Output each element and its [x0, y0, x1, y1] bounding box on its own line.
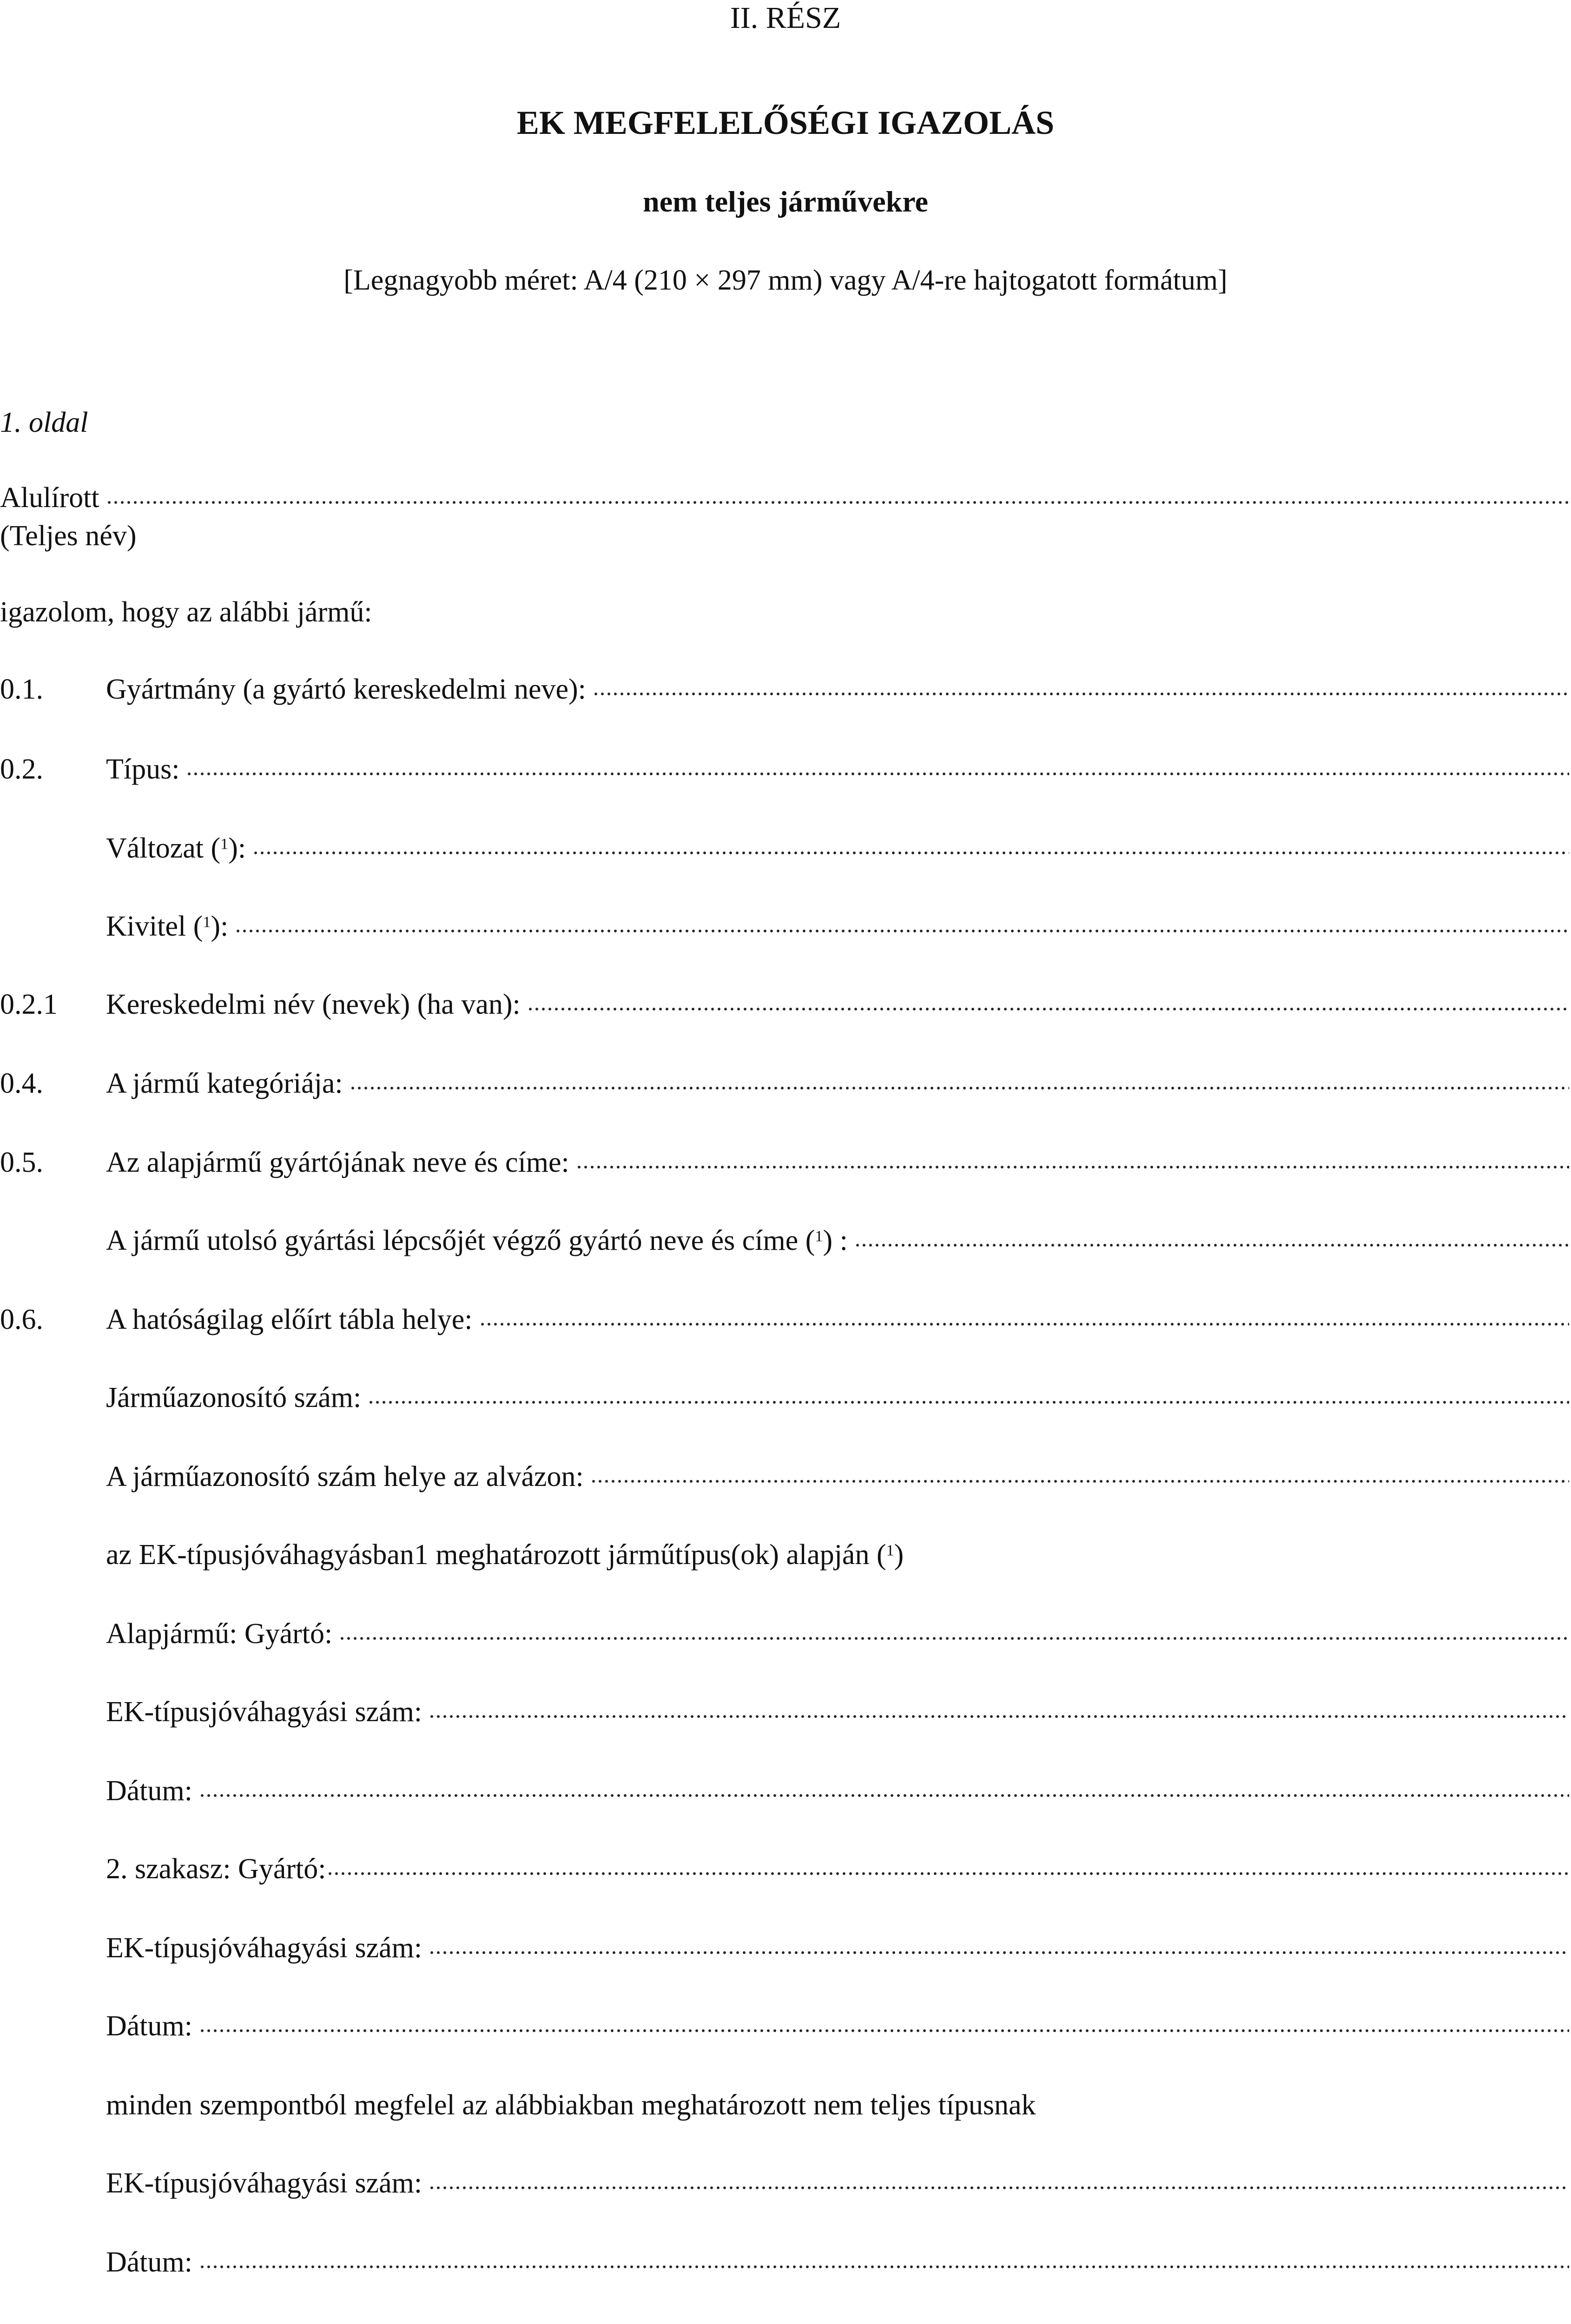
field-number-0-2: 0.2. — [0, 753, 43, 785]
field-number-0-1: 0.1. — [0, 673, 43, 705]
stage-2-manufacturer-fill-line[interactable] — [327, 1869, 1569, 1878]
approval-number-row-2 — [106, 1934, 1569, 1971]
variant-fill-line[interactable] — [252, 848, 1569, 858]
last-stage-manufacturer-fill-line[interactable] — [854, 1241, 1569, 1250]
trade-name-fill-line[interactable] — [527, 1004, 1569, 1014]
footnote-ref: 1 — [886, 1542, 894, 1559]
base-vehicle-manufacturer-fill-line[interactable] — [339, 1634, 1569, 1643]
vin-row — [106, 1383, 1569, 1420]
field-0-2-1-row — [106, 990, 1569, 1027]
date-fill-line[interactable] — [199, 2026, 1569, 2035]
date-label: Dátum: — [106, 2246, 192, 2278]
base-manufacturer-label: Az alapjármű gyártójának neve és címe: — [106, 1147, 569, 1178]
field-0-5-row — [106, 1148, 1569, 1185]
trade-name-label: Kereskedelmi név (nevek) (ha van): — [106, 989, 521, 1020]
variant-label: Változat ($^1$): — [106, 832, 246, 864]
approval-number-fill-line[interactable] — [429, 2183, 1569, 2192]
type-fill-line[interactable] — [186, 769, 1569, 779]
field-0-1-row — [106, 675, 1569, 712]
approval-number-fill-line[interactable] — [429, 1948, 1569, 1957]
approval-number-label: EK-típusjóváhagyási szám: — [106, 2167, 422, 2199]
vehicle-category-label: A jármű kategóriája: — [106, 1068, 343, 1099]
approval-number-label: EK-típusjóváhagyási szám: — [106, 1932, 422, 1964]
field-number-0-5: 0.5. — [0, 1147, 43, 1178]
format-note: [Legnagyobb méret: A/4 (210 × 297 mm) vagy A/4-re hajtogatott formátum] — [343, 264, 1228, 296]
vin-location-row — [106, 1462, 1569, 1499]
stage-2-manufacturer-label: 2. szakasz: Gyártó: — [106, 1853, 326, 1885]
vin-location-label: A járműazonosító szám helye az alvázon: — [106, 1461, 584, 1492]
footnote-ref: 1 — [815, 1228, 823, 1245]
date-label: Dátum: — [106, 1775, 192, 1807]
version-row — [106, 912, 1569, 949]
undersigned-row — [0, 483, 1569, 521]
conformity-statement: minden szempontból megfelel az alábbiakban meghatározott nem teljes típusnak — [106, 2089, 1036, 2121]
last-stage-row — [106, 1226, 1569, 1263]
field-0-2-row — [106, 755, 1569, 792]
part-heading: II. RÉSZ — [730, 1, 841, 35]
footnote-ref: 1 — [220, 835, 229, 853]
date-label: Dátum: — [106, 2010, 192, 2042]
approval-number-label: EK-típusjóváhagyási szám: — [106, 1696, 422, 1728]
field-0-4-row — [106, 1069, 1569, 1106]
date-fill-line[interactable] — [199, 1791, 1569, 1800]
variant-row — [106, 834, 1569, 871]
last-stage-manufacturer-label: A jármű utolsó gyártási lépcsőjét végző gyártó neve és címe ($^1$) : — [106, 1225, 848, 1256]
stage-2-row — [106, 1855, 1569, 1892]
footnote-ref: 1 — [203, 913, 211, 931]
vin-location-fill-line[interactable] — [590, 1477, 1569, 1486]
vin-fill-line[interactable] — [368, 1398, 1569, 1407]
approval-number-row-3 — [106, 2169, 1569, 2206]
field-0-6-row — [106, 1305, 1569, 1342]
approval-number-fill-line[interactable] — [429, 1712, 1569, 1721]
undersigned-label: Alulírott — [0, 482, 99, 514]
full-name-hint: (Teljes név) — [0, 520, 137, 552]
version-fill-line[interactable] — [235, 926, 1569, 936]
date-row-1 — [106, 1776, 1569, 1814]
date-row-2 — [106, 2012, 1569, 2049]
base-manufacturer-fill-line[interactable] — [576, 1162, 1569, 1172]
statutory-plate-fill-line[interactable] — [479, 1320, 1569, 1329]
vin-label: Járműazonosító szám: — [106, 1382, 362, 1413]
approval-number-row-1 — [106, 1697, 1569, 1735]
field-number-0-6: 0.6. — [0, 1304, 43, 1335]
type-label: Típus: — [106, 753, 180, 785]
document-title: EK MEGFELELŐSÉGI IGAZOLÁS — [516, 104, 1055, 141]
field-number-0-2-1: 0.2.1 — [0, 989, 58, 1020]
field-number-0-4: 0.4. — [0, 1068, 43, 1099]
certify-text: igazolom, hogy az alábbi jármű: — [0, 596, 372, 628]
version-label: Kivitel ($^1$): — [106, 911, 229, 942]
base-vehicle-manufacturer-label: Alapjármű: Gyártó: — [106, 1618, 333, 1650]
approval-basis-text: az EK-típusjóváhagyásban1 meghatározott járműtípus(ok) alapján ($^1$) — [106, 1539, 904, 1571]
make-label: Gyártmány (a gyártó kereskedelmi neve): — [106, 673, 586, 705]
statutory-plate-label: A hatóságilag előírt tábla helye: — [106, 1304, 473, 1335]
make-fill-line[interactable] — [593, 689, 1569, 699]
vehicle-category-fill-line[interactable] — [350, 1083, 1569, 1093]
page-label: 1. oldal — [0, 407, 88, 438]
date-row-3 — [106, 2248, 1569, 2285]
document-subtitle: nem teljes járművekre — [643, 185, 928, 218]
date-fill-line[interactable] — [199, 2262, 1569, 2271]
base-vehicle-row — [106, 1619, 1569, 1657]
undersigned-fill-line[interactable] — [106, 498, 1569, 507]
